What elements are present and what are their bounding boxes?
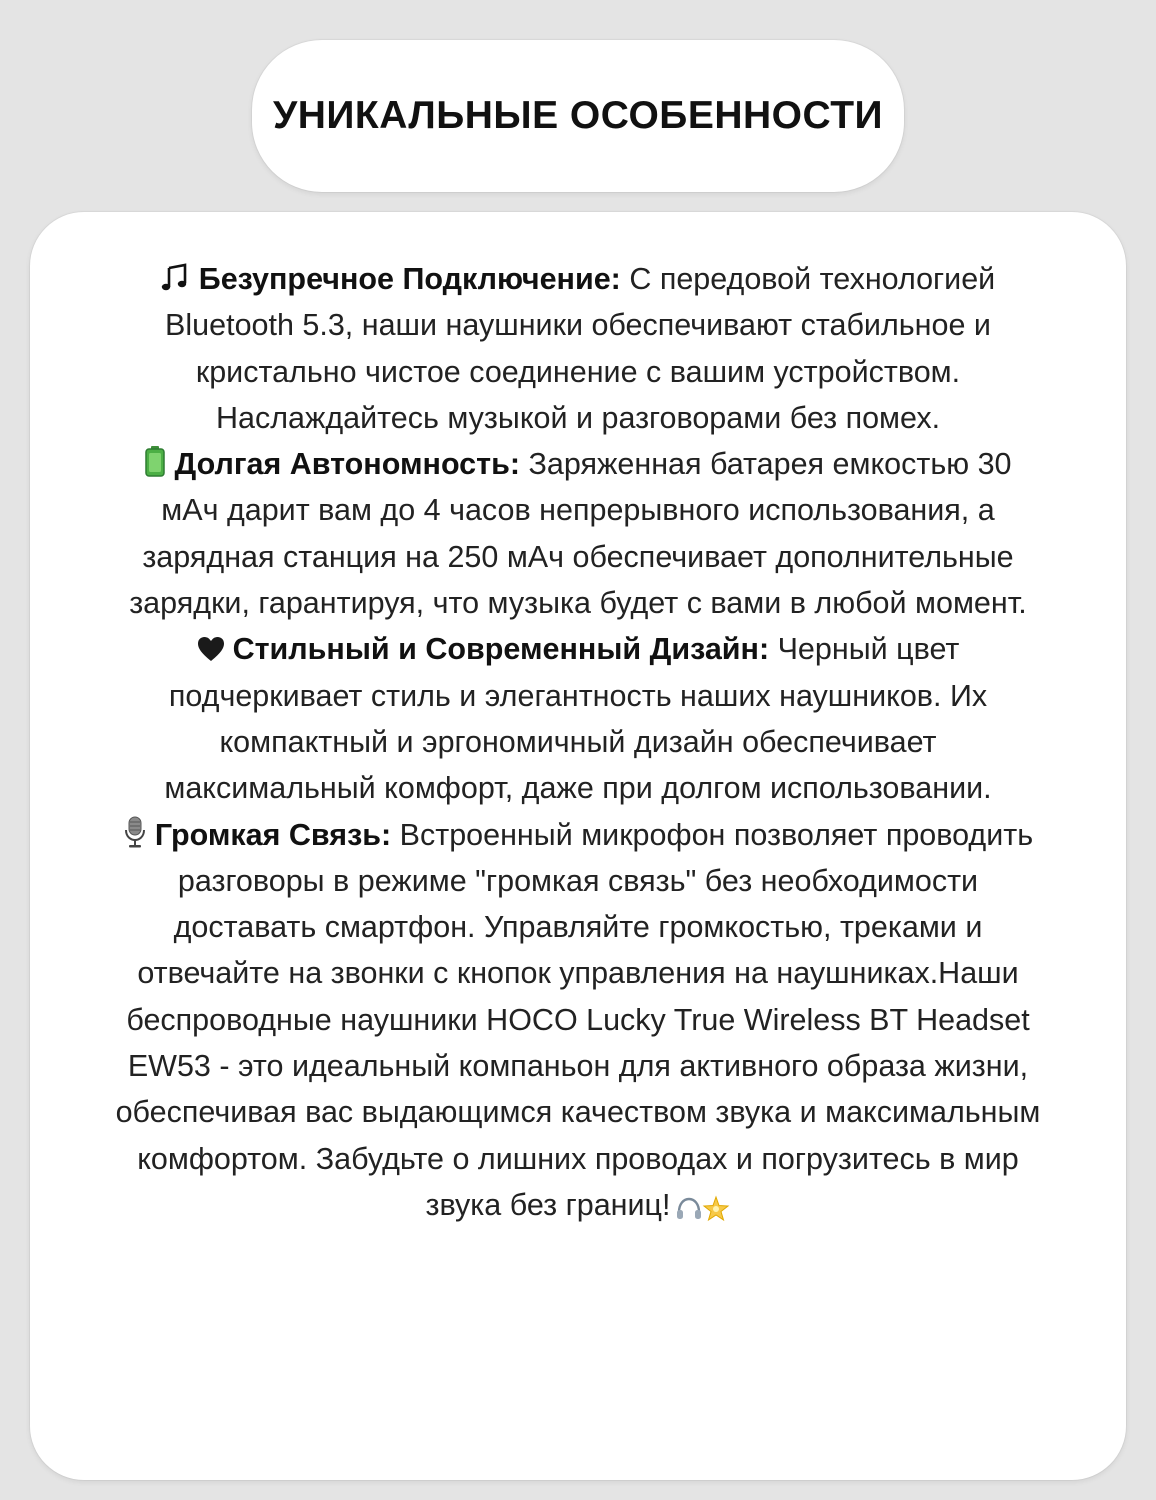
features-text <box>114 256 1042 1230</box>
feature-heading: Громкая Связь: <box>154 817 392 852</box>
feature-text: Черный цвет подчеркивает стиль и элегантность наших наушников. Их компактный и эргономичный дизайн обеспечивает максимальный комфорт, даже при долгом использовании. <box>164 632 992 806</box>
glowing-star-icon <box>702 1190 730 1224</box>
feature-text: Заряженная батарея емкостью 30 мАч дарит вам до 4 часов непрерывного использования, а зарядная станция на 250 мАч обеспечивает дополнительные зарядки, гарантируя, что музыка будет с вами в любой момент. <box>129 447 1027 621</box>
page-title: УНИКАЛЬНЫЕ ОСОБЕННОСТИ <box>272 94 884 137</box>
feature-text: Встроенный микрофон позволяет проводить разговоры в режиме "громкая связь" без необходимости доставать смартфон. Управляйте громкостью, треками и отвечайте на звонки с кнопок управления на наушниках.Наши беспроводные наушники HOCO Lucky True Wireless BT Headset EW53 - это идеальный компаньон для активного образа жизни, обеспечивая вас выдающимся качеством звука и максимальным комфортом. Забудьте о лишних проводах и погрузитесь в мир звука без границ! <box>115 817 1041 1222</box>
music-note-icon <box>161 262 191 292</box>
feature-heading: Долгая Автономность: <box>174 447 520 482</box>
headphones-icon <box>676 1190 702 1224</box>
feature-heading: Стильный и Современный Дизайн: <box>232 632 770 667</box>
title-pill <box>252 40 904 192</box>
feature-handsfree <box>114 812 1042 1231</box>
battery-icon <box>144 445 166 477</box>
feature-design <box>114 626 1042 811</box>
feature-heading: Безупречное Подключение: <box>198 262 621 296</box>
feature-text: С передовой технологией Bluetooth 5.3, наши наушники обеспечивают стабильное и кристально чистое соединение с вашим устройством. Наслаждайтесь музыкой и разговорами без помех. <box>165 262 996 435</box>
features-card <box>30 212 1126 1480</box>
black-heart-icon <box>197 636 225 662</box>
feature-connection <box>114 256 1042 441</box>
microphone-icon <box>123 816 147 848</box>
tail-icons <box>676 1184 730 1230</box>
feature-autonomy <box>114 441 1042 626</box>
